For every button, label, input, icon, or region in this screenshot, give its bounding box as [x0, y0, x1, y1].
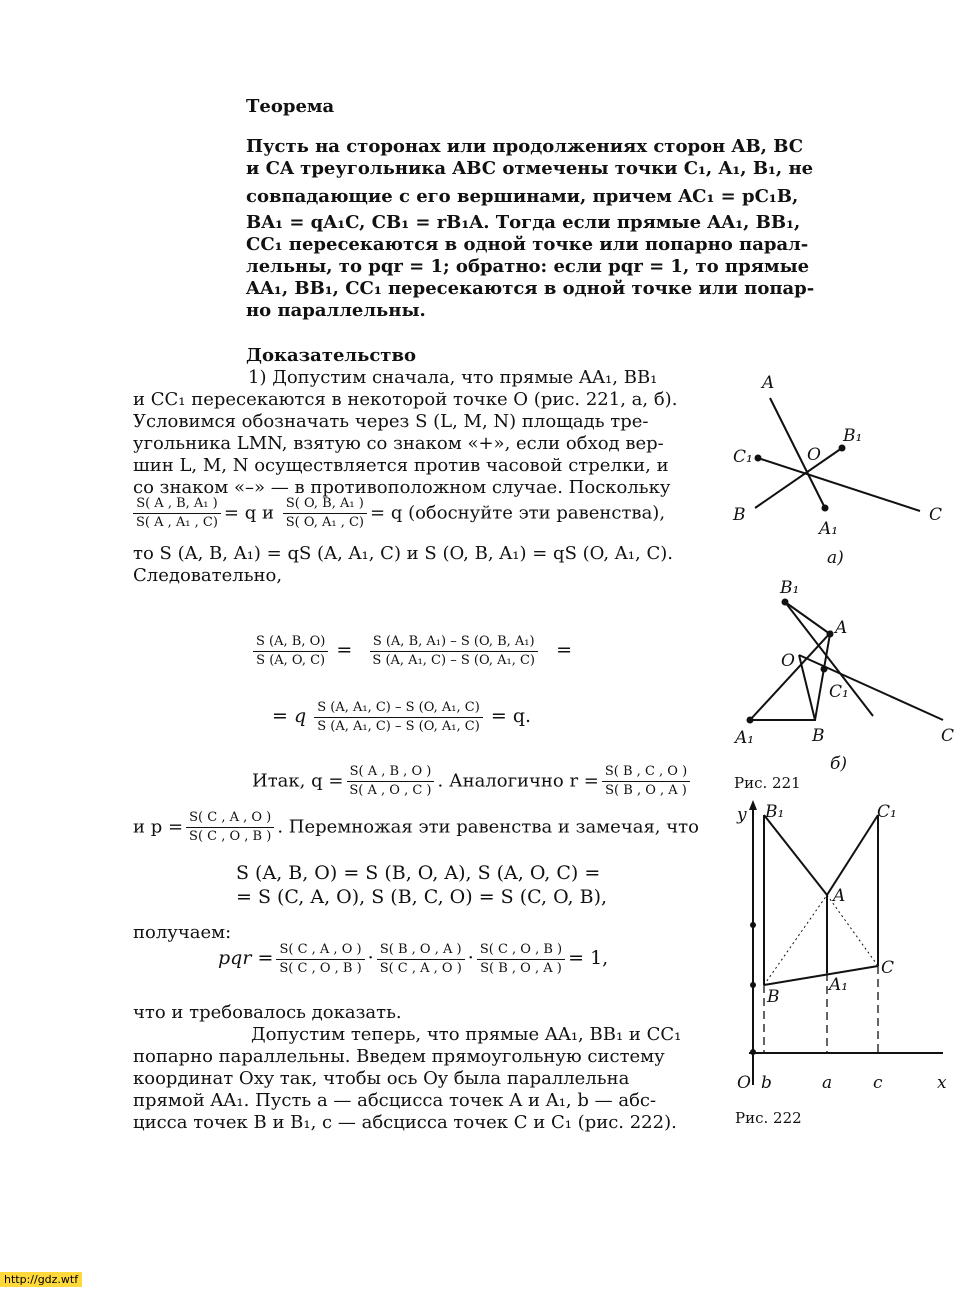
label-a: A [833, 886, 846, 906]
label-o: O [781, 651, 795, 671]
label-c1: C₁ [877, 802, 897, 822]
label-c1: C₁ [829, 682, 849, 702]
label-a: A [762, 373, 775, 393]
proof-line: со знаком «–» — в противоположном случае. Поскольку [133, 477, 671, 498]
proof-line: Условимся обозначать через S (L, M, N) площадь тре- [133, 411, 649, 432]
proof-line: и CC₁ пересекаются в некоторой точке O (рис. 221, а, б). [133, 389, 678, 410]
point-a1 [822, 505, 829, 512]
figure-221a [725, 368, 965, 568]
fraction: $\frac{S( C , A , O )}{S( C , O , B )}$ [186, 810, 274, 845]
fraction: $\frac{S( B , O , A )}{S( C , A , O )}$ [377, 942, 465, 977]
label-o: O [807, 445, 821, 465]
proof-line: шин L, M, N осуществляется против часовой стрелки, и [133, 455, 669, 476]
label-a: A [835, 618, 848, 638]
label-c: C [941, 726, 955, 746]
line-aa1 [750, 631, 832, 720]
label-y: y [737, 805, 747, 825]
line-b1a [764, 815, 827, 895]
theorem-line: но параллельны. [246, 300, 426, 321]
label-c-tick: c [873, 1073, 883, 1093]
proof-heading: Доказательство [246, 345, 416, 366]
dotted-ba [764, 895, 827, 985]
label-a1: A₁ [735, 728, 755, 748]
obtain-label: получаем: [133, 922, 232, 943]
axis-dot [750, 922, 756, 928]
theorem-heading: Теорема [246, 96, 335, 117]
label-b: B [733, 505, 746, 525]
consequently: Следовательно, [133, 565, 283, 586]
big-equation-line-2: = q $\frac{\text{S (A, A₁, C) – S (O, A₁, C)}}{\text{S (A, A₁, C) – S (O, A₁, C)}}$ = q. [272, 700, 532, 734]
label-b1: B₁ [780, 578, 800, 598]
label-c1: C₁ [733, 447, 753, 467]
proof-line: Допустим теперь, что прямые AA₁, BB₁ и CC₁ [251, 1024, 682, 1045]
theorem-line: Пусть на сторонах или продолжениях сторон AB, BC [246, 136, 804, 157]
point-c1 [821, 666, 828, 673]
qed-line: что и требовалось доказать. [133, 1002, 402, 1023]
theorem-line: BA₁ = qA₁C, CB₁ = rB₁A. Тогда если прямые AA₁, BB₁, [246, 212, 801, 233]
pqr-equation: pqr = $\frac{S( C , A , O )}{S( C , O , B )}$ · $\frac{S( B , O , A )}{S( C , A , O )}$ · $\frac{S( C , O , B )}{S( B , O , A )}$ = 1, [218, 942, 609, 976]
fraction: $\frac{\text{S (A, B, A₁) – S (O, B, A₁)}}{\text{S (A, A₁, C) – S (O, A₁, C)}}$ [369, 634, 538, 669]
point-a1 [747, 717, 754, 724]
fraction: $\frac{S (A, B, O)}{S (A, O, C)}$ [253, 634, 328, 669]
label-b-tick: b [761, 1073, 772, 1093]
theorem-line: CC₁ пересекаются в одной точке или попарно парал- [246, 234, 809, 255]
axis-dot [750, 982, 756, 988]
proof-paragraph-1 [133, 367, 708, 499]
label-o: O [737, 1073, 751, 1093]
fraction: $\frac{S( C , O , B )}{S( B , O , A )}$ [477, 942, 565, 977]
figure-222 [725, 795, 965, 1135]
theorem-line: совпадающие с его вершинами, причем AC₁ = pC₁B, [246, 186, 799, 207]
line-c1a [827, 815, 878, 895]
fraction: $\frac{S( B , C , O )}{S( B , O , A )}$ [602, 764, 690, 799]
proof-line: попарно параллельны. Введем прямоугольную систему [133, 1046, 665, 1067]
label-c: C [929, 505, 943, 525]
point-a [827, 631, 834, 638]
label-c: C [881, 958, 895, 978]
equality-line: S (A, B, O) = S (B, O, A), S (A, O, C) = [236, 862, 601, 884]
point-c1 [755, 455, 762, 462]
proof-paragraph-2 [133, 1024, 708, 1134]
theorem-line: и CA треугольника ABC отмечены точки C₁, A₁, B₁, не [246, 158, 814, 179]
fraction: $\frac{\text{S (A, A₁, C) – S (O, A₁, C)}}{\text{S (A, A₁, C) – S (O, A₁, C)}}$ [314, 700, 483, 735]
label-a1: A₁ [829, 975, 849, 995]
subcaption-a: а) [827, 548, 844, 568]
y-axis-arrow [749, 800, 757, 810]
proof-line: угольника LMN, взятую со знаком «+», если обход вер- [133, 433, 664, 454]
label-b: B [812, 726, 825, 746]
fraction: $\frac{S( C , A , O )}{S( C , O , B )}$ [276, 942, 364, 977]
label-b1: B₁ [765, 802, 785, 822]
proof-line: прямой AA₁. Пусть a — абсцисса точек A и A₁, b — абс- [133, 1090, 657, 1111]
line-bo [799, 655, 815, 720]
caption-221: Рис. 221 [734, 774, 801, 792]
fraction: $\frac{\text{S( A , B, A₁ )}}{\text{S( A , A₁ , C)}}$ [133, 496, 221, 531]
p-line: и p = $\frac{S( C , A , O )}{S( C , O , B )}$ . Перемножая эти равенства и замечая, что [133, 810, 699, 844]
label-b: B [767, 987, 780, 1007]
ratio-line: $\frac{\text{S( A , B, A₁ )}}{\text{S( A , A₁ , C)}}$ = q и $\frac{\text{S( O, B, A₁ )}}{\text{S( O, A₁ , C)}}$ = q (обоснуйте эти равенства), [130, 496, 665, 531]
line-bc [764, 966, 878, 985]
proof-line: координат Oxy так, чтобы ось Oy была параллельна [133, 1068, 630, 1089]
caption-222: Рис. 222 [735, 1109, 802, 1127]
theorem-line: AA₁, BB₁, CC₁ пересекаются в одной точке или попар- [246, 278, 815, 299]
subcaption-b: б) [830, 754, 848, 774]
fraction: $\frac{S( A , B , O )}{S( A , O , C )}$ [346, 764, 434, 799]
point-b1 [782, 599, 789, 606]
label-a1: A₁ [819, 519, 839, 539]
then-line: то S (A, B, A₁) = qS (A, A₁, C) и S (O, B, A₁) = qS (O, A₁, C). [133, 543, 673, 564]
theorem-line: лельны, то pqr = 1; обратно: если pqr = 1, то прямые [246, 256, 810, 277]
fraction: $\frac{\text{S( O, B, A₁ )}}{\text{S( O, A₁ , C)}}$ [283, 496, 367, 531]
label-x: x [937, 1073, 947, 1093]
figure-221b [725, 575, 973, 795]
theorem-body [246, 136, 821, 322]
line-cc1 [758, 458, 920, 511]
proof-line: цисса точек B и B₁, c — абсцисса точек C и C₁ (рис. 222). [133, 1112, 677, 1133]
equality-line: = S (C, A, O), S (B, C, O) = S (C, O, B), [236, 886, 608, 908]
big-equation-line-1: $\frac{S (A, B, O)}{S (A, O, C)}$ = $\frac{\text{S (A, B, A₁) – S (O, B, A₁)}}{\text{S (A, A₁, C) – S (O, A₁, C)}}$ = [250, 634, 572, 669]
axis-dot [750, 1049, 756, 1055]
proof-line: 1) Допустим сначала, что прямые AA₁, BB₁ [248, 367, 658, 388]
label-b1: B₁ [843, 426, 863, 446]
itak-line: Итак, q = $\frac{S( A , B , O )}{S( A , O , C )}$ . Аналогично r = $\frac{S( B , C , O )}{S( B , O , A )}$ [252, 764, 693, 799]
watermark-link[interactable]: http://gdz.wtf [0, 1272, 82, 1287]
label-a-tick: a [822, 1073, 833, 1093]
